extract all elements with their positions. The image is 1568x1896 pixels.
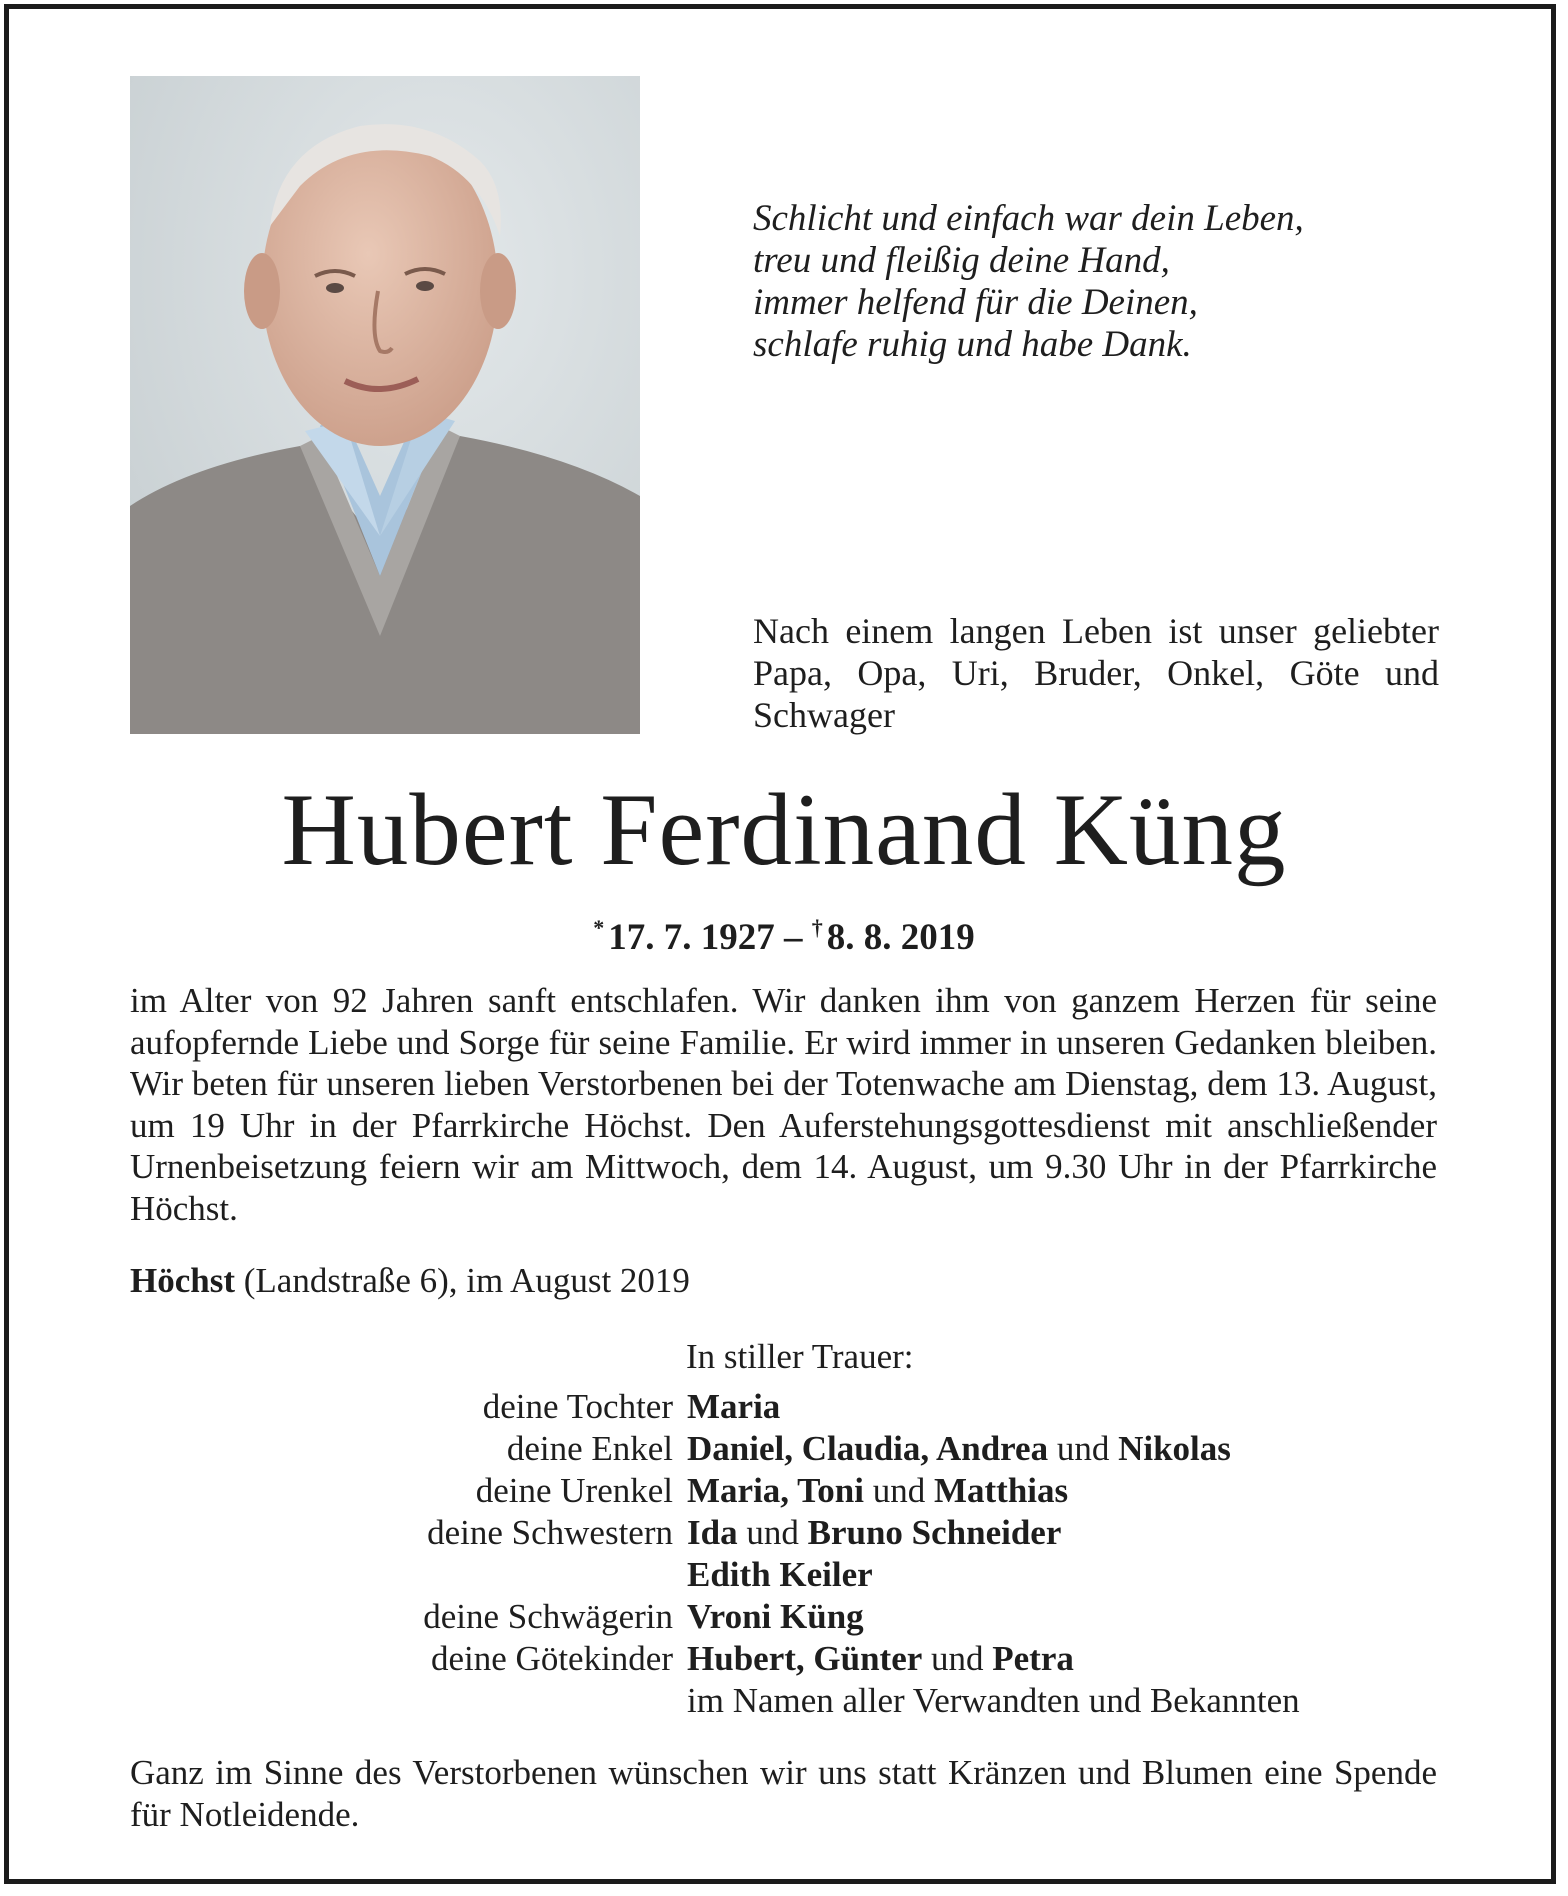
mourner-name: Nikolas — [1118, 1429, 1231, 1468]
mourner-names — [687, 1596, 864, 1638]
mourner-name: Maria — [687, 1387, 781, 1426]
mourner-name: Edith Keiler — [687, 1555, 873, 1594]
poem — [753, 198, 1453, 366]
mourner-names — [687, 1386, 780, 1428]
mourner-connector: und — [922, 1639, 993, 1678]
mourner-relation: deine Tochter — [482, 1387, 673, 1426]
mourner-names — [687, 1428, 1231, 1470]
place-town: Höchst — [130, 1261, 235, 1300]
portrait-photo — [130, 76, 640, 734]
place-line — [130, 1260, 690, 1302]
birth-symbol: * — [593, 915, 605, 940]
mourner-relation: deine Enkel — [506, 1429, 673, 1468]
birth-date: 17. 7. 1927 — [608, 917, 775, 958]
mourner-relation — [130, 1554, 673, 1596]
mourner-connector: im Namen aller Verwandten und Bekannten — [687, 1681, 1300, 1720]
date-separator: – — [784, 917, 803, 958]
mourner-name: Hubert, Günter — [687, 1639, 923, 1678]
mourner-relation: deine Schwägerin — [423, 1597, 673, 1636]
mourner-name: Daniel, Claudia, Andrea — [687, 1429, 1049, 1468]
poem-line: schlafe ruhig und habe Dank. — [753, 324, 1192, 365]
mourner-name: Matthias — [933, 1471, 1069, 1510]
mourner-names — [687, 1638, 1074, 1680]
intro-text: Nach einem langen Leben ist unser geliebter Papa, Opa, Uri, Bruder, Onkel, Göte und Schwager — [753, 611, 1439, 735]
mourning-heading: In stiller Trauer: — [686, 1337, 914, 1376]
mourner-row — [130, 1386, 1440, 1428]
mourner-name: Petra — [992, 1639, 1074, 1678]
mourner-name: Maria, Toni — [687, 1471, 864, 1510]
mourner-name: Ida — [687, 1513, 738, 1552]
mourner-row — [130, 1554, 1440, 1596]
mourner-connector: und — [737, 1513, 808, 1552]
mourner-row — [130, 1470, 1440, 1512]
mourner-relation: deine Urenkel — [475, 1471, 673, 1510]
mourners-list — [130, 1386, 1440, 1722]
mourner-name: Vroni Küng — [687, 1597, 864, 1636]
mourner-row — [130, 1596, 1440, 1638]
mourner-relation: deine Schwestern — [427, 1513, 673, 1552]
life-dates — [0, 906, 1568, 960]
mourner-relation: deine Götekinder — [431, 1639, 673, 1678]
death-symbol: † — [811, 915, 823, 940]
mourner-name: Bruno Schneider — [807, 1513, 1062, 1552]
death-date: 8. 8. 2019 — [826, 917, 975, 958]
mourner-connector: und — [863, 1471, 934, 1510]
closing-text: Ganz im Sinne des Verstorbenen wünschen wir uns statt Kränzen und Blumen eine Spende für Notleidende. — [130, 1753, 1437, 1834]
place-rest: (Landstraße 6), im August 2019 — [235, 1261, 690, 1300]
mourner-row — [130, 1638, 1440, 1680]
mourner-row — [130, 1428, 1440, 1470]
poem-line: Schlicht und einfach war dein Leben, — [753, 198, 1304, 239]
mourner-relation — [130, 1680, 673, 1722]
mourner-names — [687, 1554, 873, 1596]
mourner-connector: und — [1048, 1429, 1119, 1468]
mourner-row — [130, 1680, 1440, 1722]
poem-line: treu und fleißig deine Hand, — [753, 240, 1170, 281]
mourner-names — [687, 1680, 1300, 1722]
body-text: im Alter von 92 Jahren sanft entschlafen. Wir danken ihm von ganzem Herzen für seine aufopfernde Liebe und Sorge für seine Familie. Er wird immer in unseren Gedanken bleiben. Wir beten für unseren lieben Verstorbenen bei der Totenwache am Dienstag, dem 13. August, um 19 Uhr in der Pfarrkirche Höchst. Den Auferstehungsgottesdienst mit anschließender Urnenbeisetzung feiern wir am Mittwoch, dem 14. August, um 9.30 Uhr in der Pfarrkirche Höchst. — [130, 981, 1437, 1228]
deceased-name: Hubert Ferdinand Küng — [281, 773, 1287, 887]
mourner-names — [687, 1512, 1061, 1554]
poem-line: immer helfend für die Deinen, — [753, 282, 1198, 323]
mourner-names — [687, 1470, 1068, 1512]
mourner-row — [130, 1512, 1440, 1554]
